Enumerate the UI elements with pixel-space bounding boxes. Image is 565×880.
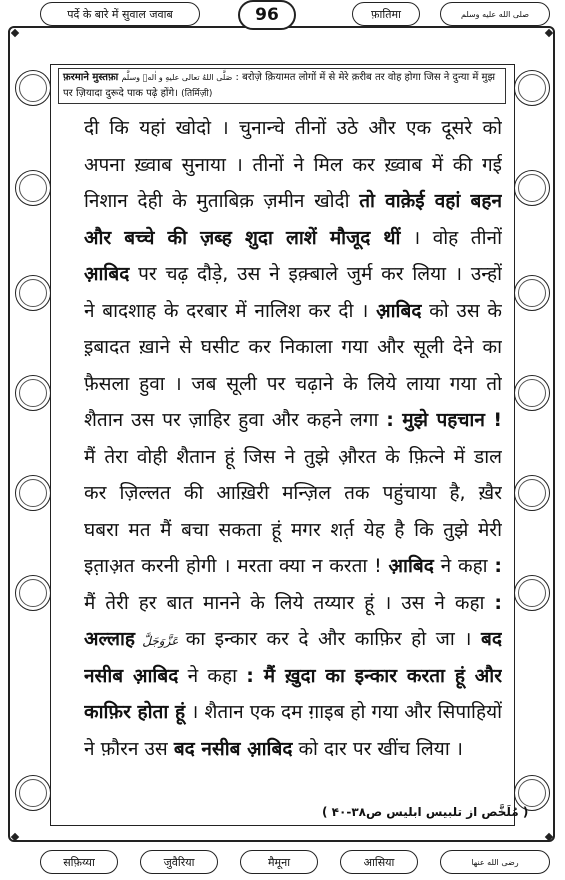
text-line: दी कि यहां खोदो । चुनान्चे तीनों उठे और एक दूसरे को [84, 117, 502, 139]
text-line: मैं तेरी हर बात मानने के लिये तय्यार हूं । उस ने कहा : [84, 591, 502, 614]
side-medal [15, 170, 51, 206]
bottom-cartouche: رضى الله عنها [440, 850, 550, 874]
bottom-cartouche: जुवैरिया [140, 850, 218, 874]
bottom-cartouche: मैमूना [240, 850, 318, 874]
side-medal [15, 275, 51, 311]
book-title: पर्दे के बारे में सुवाल जवाब [67, 7, 173, 21]
top-corner-cartouche [440, 2, 550, 26]
text-line: फ़ैसला हुवा । जब सूली पर चढ़ाने के लिये लाया गया तो [84, 372, 502, 395]
header-source: (तिर्मिज़ी) [181, 89, 213, 99]
side-medal [15, 70, 51, 106]
text-line: इत़ाअ़त करनी होगी । मरता क्या न करता ! आ़बिद ने कहा : [84, 555, 502, 577]
header-text: : बरोज़े क़ियामत लोगों में से मेरे क़रीब तर वोह होगा जिस ने दुन्या में मुझ पर ज़ियादा दुरूदे पाक पढ़े होंगे। [63, 72, 496, 99]
side-medal [15, 375, 51, 411]
header-label: फ़रमाने मुस्तफ़ा [63, 72, 119, 83]
text-line: नसीब आ़बिद ने कहा : मैं ख़ुदा का इन्कार करता हूं और [84, 664, 502, 687]
page-number-badge [238, 0, 296, 30]
top-right-label: फ़ातिमा [371, 7, 401, 21]
text-line: इ़बादत ख़ाने से घसीट कर निकाला गया और सूली देने का [84, 336, 502, 358]
bottom-cartouche: आसिया [340, 850, 418, 874]
text-line: और बच्चे की ज़ब्ह शुदा लाशें मौजूद थीं । वोह तीनों [84, 226, 502, 249]
header-arabic: صَلَّى اللهُ تعالى عليهِ و اٰلهٖ وسلَّم [121, 73, 233, 82]
text-line: मैं तेरा वोही शैतान हूं जिस ने तुझे औ़रत के फ़ित्ने में डाल [84, 445, 502, 468]
side-medal [514, 375, 550, 411]
side-medal [514, 575, 550, 611]
text-line: कर ज़िल्लत की आख़िरी मन्ज़िल तक पहुंचाया है, ख़ैर [84, 482, 502, 504]
text-line: अल्लाह عَزَّوَجَلَّ का इन्कार कर दे और काफ़िर हो जा । बद [84, 628, 502, 650]
top-left-cartouche [40, 2, 200, 26]
text-line: शैतान उस पर ज़ाहिर हुवा और कहने लगा : मुझे पहचान ! [84, 409, 502, 431]
page-number: 96 [255, 5, 279, 25]
text-line: आ़बिद पर चढ़ दौड़े, उस ने इक़्बाले जुर्म कर लिया । उन्हों [84, 263, 502, 285]
text-line: निशान देही के मुताबिक़ ज़मीन खोदी तो वाक़ेई वहां बहन [84, 190, 502, 212]
text-line: काफ़िर होता हूं । शैतान एक दम ग़ाइब हो गया और सिपाहियों [84, 701, 502, 723]
side-medal [514, 275, 550, 311]
side-medal [15, 575, 51, 611]
bottom-cartouche: सफ़िय्या [40, 850, 118, 874]
side-medal [15, 475, 51, 511]
side-medal [514, 70, 550, 106]
top-right-cartouche [352, 2, 420, 26]
text-line: अपना ख़्वाब सुनाया । तीनों ने मिल कर ख़्वाब में की गई [84, 153, 502, 176]
text-line: ने बादशाह के दरबार में नालिश कर दी । आ़बिद को उस के [84, 299, 502, 322]
source-reference: ( مُلَخَّص از تلبیس ابلیس ص۳۸-۴۰ ) [322, 805, 529, 819]
body-text [84, 110, 502, 767]
header-hadith [58, 68, 506, 104]
side-medal [15, 775, 51, 811]
text-line: ने फ़ौरन उस बद नसीब आ़बिद को दार पर खींच लिया । [84, 737, 463, 760]
top-corner-label: صلى الله عليه وسلم [461, 9, 529, 19]
text-line: घबरा मत मैं बचा सकता हूं मगर शर्त़ येह है कि तुझे मेरी [84, 518, 502, 541]
side-medal [514, 170, 550, 206]
side-medal [514, 475, 550, 511]
